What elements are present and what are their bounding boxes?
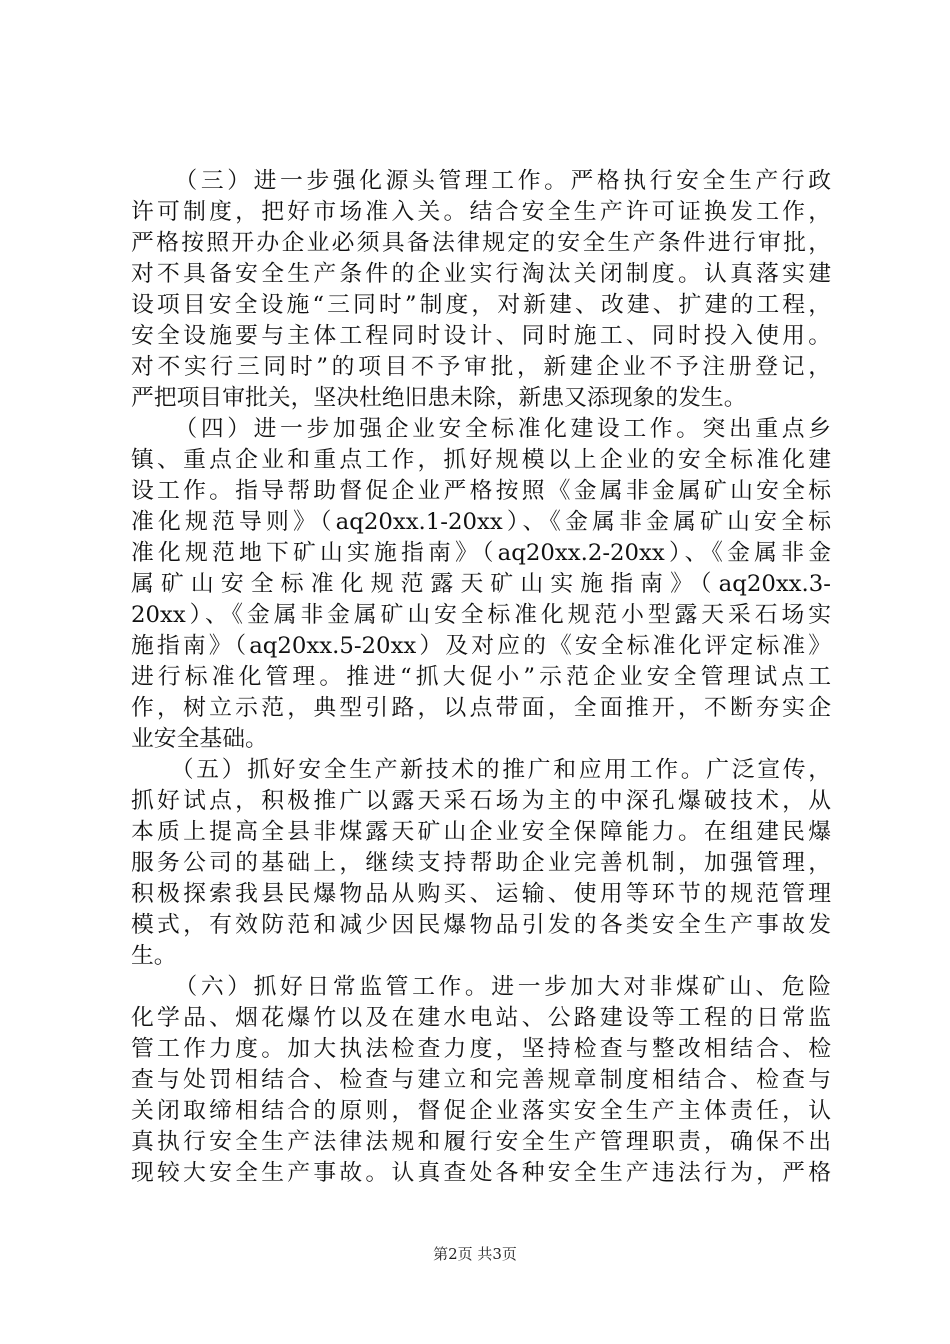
text-line: 进行标准化管理。推进“抓大促小”示范企业安全管理试点工 (131, 664, 831, 690)
text-line: 真执行安全生产法律法规和履行安全生产管理职责，确保不出 (131, 1129, 831, 1155)
text-line: 对不具备安全生产条件的企业实行淘汰关闭制度。认真落实建 (131, 261, 831, 287)
text-line: 管工作力度。加大执法检查力度，坚持检查与整改相结合、检 (131, 1036, 831, 1062)
text-line: 严格按照开办企业必须具备法律规定的安全生产条件进行审批， (131, 230, 831, 256)
text-line: 准化规范导则》（aq20xx.1-20xx）、《金属非金属矿山安全标 (131, 509, 831, 535)
text-line: （四）进一步加强企业安全标准化建设工作。突出重点乡 (131, 416, 831, 442)
text-line: 镇、重点企业和重点工作，抓好规模以上企业的安全标准化建 (131, 447, 831, 473)
text-line: 关闭取缔相结合的原则，督促企业落实安全生产主体责任，认 (131, 1098, 831, 1124)
text-line: （三）进一步强化源头管理工作。严格执行安全生产行政 (131, 168, 831, 194)
document-body (131, 166, 831, 1189)
text-line: （五）抓好安全生产新技术的推广和应用工作。广泛宣传， (131, 757, 831, 783)
text-line: 20xx）、《金属非金属矿山安全标准化规范小型露天采石场实 (131, 602, 831, 628)
text-line: 设工作。指导帮助督促企业严格按照《金属非金属矿山安全标 (131, 478, 831, 504)
text-line: 抓好试点，积极推广以露天采石场为主的中深孔爆破技术，从 (131, 788, 831, 814)
text-line: 化学品、烟花爆竹以及在建水电站、公路建设等工程的日常监 (131, 1005, 831, 1031)
text-line: 属矿山安全标准化规范露天矿山实施指南》（aq20xx.3- (131, 571, 831, 597)
text-line: 模式，有效防范和减少因民爆物品引发的各类安全生产事故发 (131, 912, 831, 938)
text-line: 设项目安全设施“三同时”制度，对新建、改建、扩建的工程， (131, 292, 831, 318)
text-line: 对不实行三同时”的项目不予审批，新建企业不予注册登记， (131, 354, 831, 380)
page-footer: 第2页 共3页 (433, 1245, 517, 1263)
text-line: 本质上提高全县非煤露天矿山企业安全保障能力。在组建民爆 (131, 819, 831, 845)
text-line: 准化规范地下矿山实施指南》（aq20xx.2-20xx）、《金属非金 (131, 540, 831, 566)
text-line: 安全设施要与主体工程同时设计、同时施工、同时投入使用。 (131, 323, 831, 349)
text-line: 查与处罚相结合、检查与建立和完善规章制度相结合、检查与 (131, 1067, 831, 1093)
text-line: 施指南》（aq20xx.5-20xx）及对应的《安全标准化评定标准》 (131, 633, 831, 659)
text-line: （六）抓好日常监管工作。进一步加大对非煤矿山、危险 (131, 974, 831, 1000)
text-line: 服务公司的基础上，继续支持帮助企业完善机制，加强管理， (131, 850, 831, 876)
text-line: 积极探索我县民爆物品从购买、运输、使用等环节的规范管理 (131, 881, 831, 907)
text-line: 现较大安全生产事故。认真查处各种安全生产违法行为，严格 (131, 1160, 831, 1186)
text-line: 生。 (131, 943, 177, 969)
text-line: 作，树立示范，典型引路，以点带面，全面推开，不断夯实企 (131, 695, 831, 721)
text-line: 许可制度，把好市场准入关。结合安全生产许可证换发工作， (131, 199, 831, 225)
text-line: 严把项目审批关，坚决杜绝旧患未除，新患又添现象的发生。 (131, 385, 747, 411)
text-line: 业安全基础。 (131, 726, 268, 752)
